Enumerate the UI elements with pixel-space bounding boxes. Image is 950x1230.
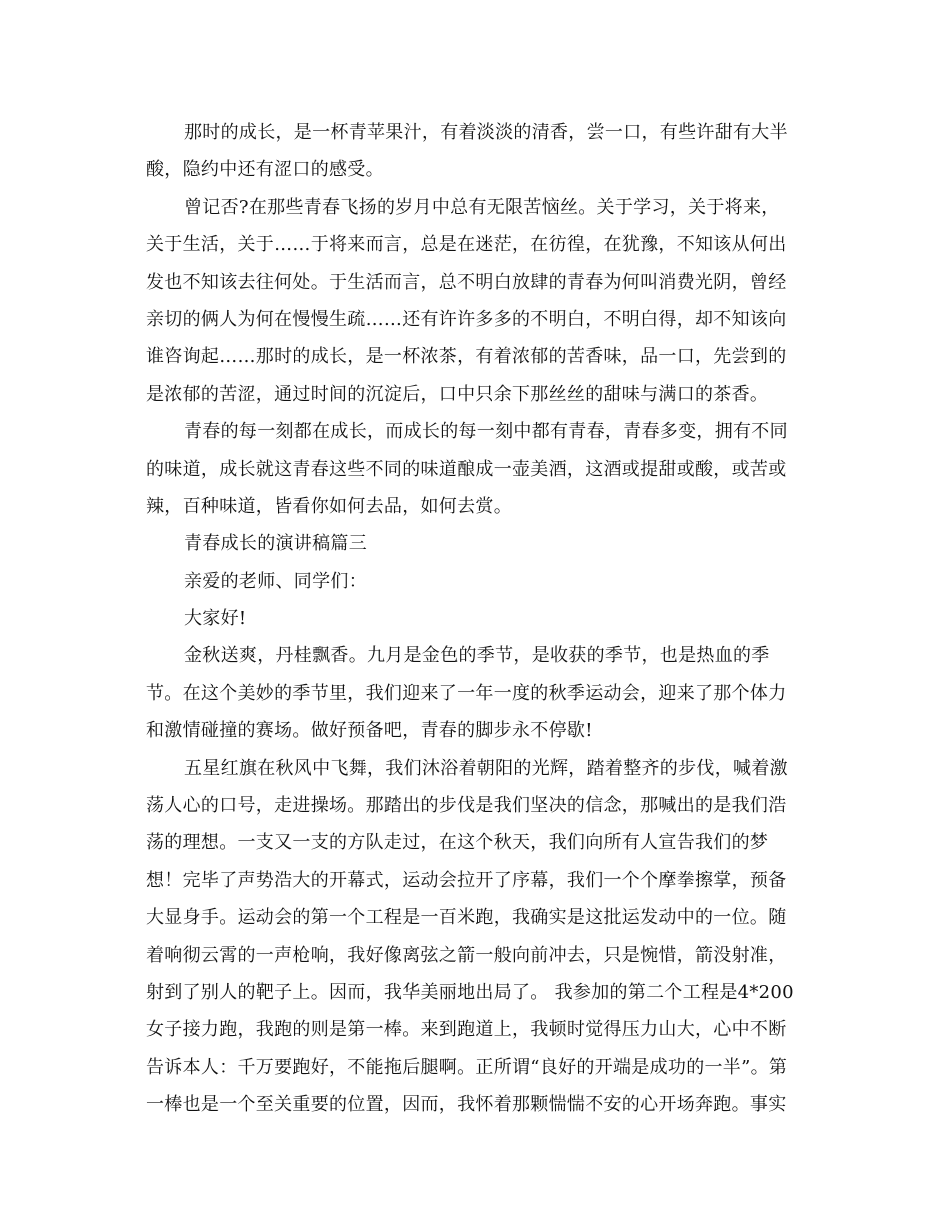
paragraph-line: 关于生活，关于……于将来而言，总是在迷茫，在彷徨，在犹豫，不知该从何出 xyxy=(146,234,787,256)
paragraph-line: 和激情碰撞的赛场。做好预备吧，青春的脚步永不停歇! xyxy=(146,720,593,742)
paragraph-line: 曾记否?在那些青春飞扬的岁月中总有无限苦恼丝。关于学习，关于将来， xyxy=(184,196,780,218)
paragraph-line: 青春的每一刻都在成长，而成长的每一刻中都有青春，青春多变，拥有不同 xyxy=(184,421,788,443)
document-body xyxy=(146,114,806,1124)
paragraph-line: 节。在这个美妙的季节里，我们迎来了一年一度的秋季运动会，迎来了那个体力 xyxy=(146,682,787,704)
paragraph-line: 一棒也是一个至关重要的位置，因而，我怀着那颗惴惴不安的心开场奔跑。事实 xyxy=(146,1094,787,1116)
paragraph-line: 想！完毕了声势浩大的开幕式，运动会拉开了序幕，我们一个个摩拳擦掌，预备 xyxy=(146,869,787,891)
paragraph-line: 荡人心的口号，走进操场。那踏出的步伐是我们坚决的信念，那喊出的是我们浩 xyxy=(146,795,787,817)
paragraph-line: 五星红旗在秋风中飞舞，我们沐浴着朝阳的光辉，踏着整齐的步伐，喊着激 xyxy=(184,757,788,779)
salutation: 亲爱的老师、同学们： xyxy=(184,570,367,592)
paragraph-line: 大显身手。运动会的第一个工程是一百米跑，我确实是这批运发动中的一位。随 xyxy=(146,907,787,929)
paragraph-line: 射到了别人的靶子上。因而，我华美丽地出局了。 我参加的第二个工程是4*200 xyxy=(146,981,794,1003)
paragraph-line: 辣，百种味道，皆看你如何去品，如何去赏。 xyxy=(146,495,512,517)
paragraph-line: 着响彻云霄的一声枪响，我好像离弦之箭一般向前冲去，只是惋惜，箭没射准， xyxy=(146,944,787,966)
section-heading: 青春成长的演讲稿篇三 xyxy=(184,533,367,555)
paragraph-line: 那时的成长，是一杯青苹果汁，有着淡淡的清香，尝一口，有些许甜有大半 xyxy=(184,122,788,143)
paragraph-line: 发也不知该去往何处。于生活而言，总不明白放肆的青春为何叫消费光阴，曾经 xyxy=(146,271,787,293)
paragraph-line: 金秋送爽，丹桂飘香。九月是金色的季节，是收获的季节，也是热血的季 xyxy=(184,645,770,667)
paragraph-line: 是浓郁的苦涩，通过时间的沉淀后，口中只余下那丝丝的甜味与满口的茶香。 xyxy=(146,383,769,405)
paragraph-line: 女子接力跑，我跑的则是第一棒。来到跑道上，我顿时觉得压力山大，心中不断 xyxy=(146,1019,787,1041)
greeting: 大家好! xyxy=(184,608,247,630)
paragraph-line: 亲切的俩人为何在慢慢生疏……还有许许多多的不明白，不明白得，却不知该向 xyxy=(146,308,787,330)
paragraph-line: 谁咨询起……那时的成长，是一杯浓茶，有着浓郁的苦香味，品一口，先尝到的 xyxy=(146,346,787,368)
paragraph-line: 告诉本人：千万要跑好，不能拖后腿啊。正所谓“良好的开端是成功的一半”。第 xyxy=(146,1056,788,1078)
paragraph-line: 荡的理想。一支又一支的方队走过，在这个秋天，我们向所有人宣告我们的梦 xyxy=(146,832,769,854)
paragraph-line: 的味道，成长就这青春这些不同的味道酿成一壶美酒，这酒或提甜或酸，或苦或 xyxy=(146,458,787,480)
paragraph-line: 酸，隐约中还有涩口的感受。 xyxy=(146,159,384,181)
